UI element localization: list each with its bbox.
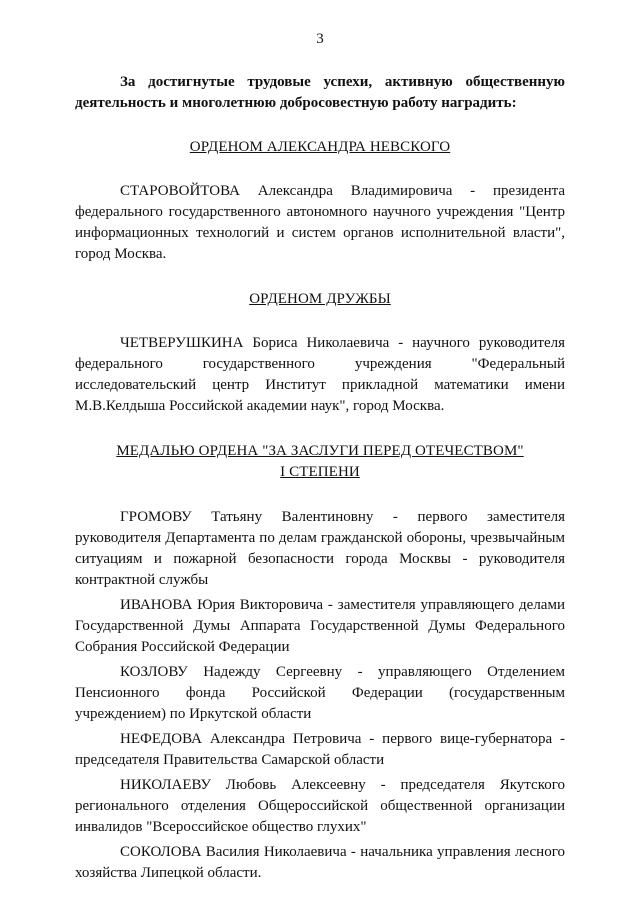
section-heading-medal-merit-line2: I СТЕПЕНИ bbox=[280, 464, 360, 480]
intro-paragraph: За достигнутые трудовые успехи, активную общественную деятельность и многолетнюю добросовестную работу наградить: bbox=[75, 74, 565, 111]
award-entry: НЕФЕДОВА Александра Петровича - первого вице-губернатора - председателя Правительства Самарской области bbox=[75, 731, 565, 768]
award-entry: СТАРОВОЙТОВА Александра Владимировича - президента федерального государственного автономного научного учреждения "Центр информационных технологий и систем органов исполнительной власти", город Москва. bbox=[75, 183, 565, 262]
award-entry: КОЗЛОВУ Надежду Сергеевну - управляющего Отделением Пенсионного фонда Российской Федерации (государственным учреждением) по Иркутской области bbox=[75, 664, 565, 722]
award-entry: СОКОЛОВА Василия Николаевича - начальника управления лесного хозяйства Липецкой области. bbox=[75, 844, 565, 881]
section-heading-medal-merit-line1: МЕДАЛЬЮ ОРДЕНА "ЗА ЗАСЛУГИ ПЕРЕД ОТЕЧЕСТВОМ" bbox=[116, 443, 524, 459]
section-heading-order-of-friendship: ОРДЕНОМ ДРУЖБЫ bbox=[249, 291, 391, 307]
page-number: 3 bbox=[316, 31, 324, 47]
section-heading-order-alexander-nevsky: ОРДЕНОМ АЛЕКСАНДРА НЕВСКОГО bbox=[189, 139, 451, 155]
award-entry: ИВАНОВА Юрия Викторовича - заместителя управляющего делами Государственной Думы Аппарата Государственной Думы Федерального Собрания Российской Федерации bbox=[75, 597, 565, 655]
award-entry: ГРОМОВУ Татьяну Валентиновну - первого заместителя руководителя Департамента по делам гражданской обороны, чрезвычайным ситуациям и пожарной безопасности города Москвы - руководителя контрактной службы bbox=[75, 509, 565, 588]
document-body bbox=[75, 72, 565, 884]
award-entry: НИКОЛАЕВУ Любовь Алексеевну - председателя Якутского регионального отделения Общероссийской общественной организации инвалидов "Всероссийское общество глухих" bbox=[75, 777, 565, 835]
award-entry: ЧЕТВЕРУШКИНА Бориса Николаевича - научного руководителя федерального государственного учреждения "Федеральный исследовательский центр Институт прикладной математики имени М.В.Келдыша Российской академии наук", город Москва. bbox=[75, 335, 565, 414]
